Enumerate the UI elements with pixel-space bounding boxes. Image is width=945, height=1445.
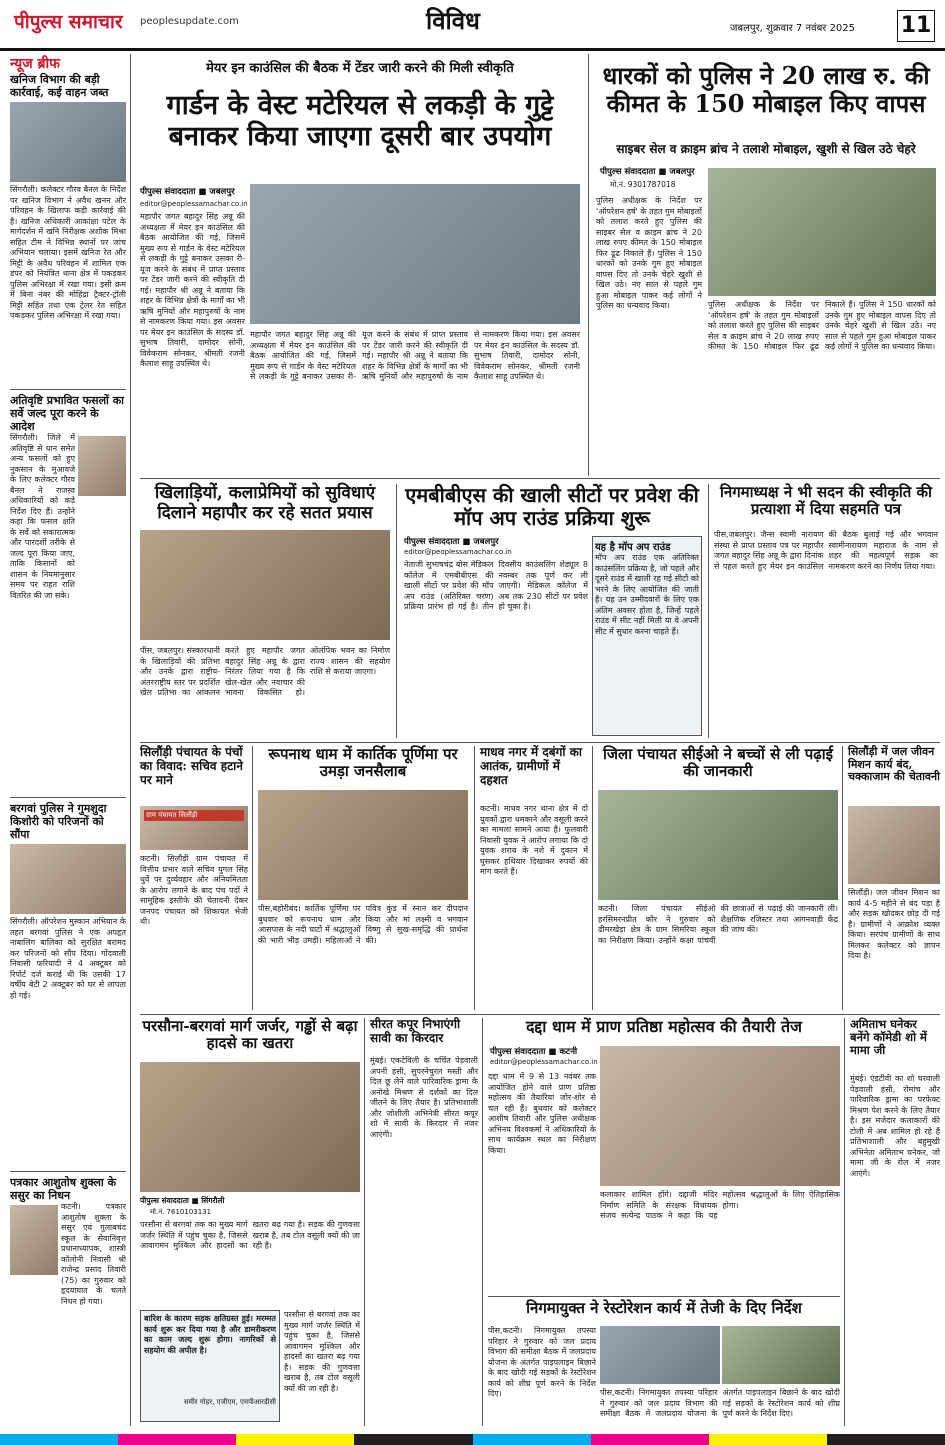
infobox-title: यह है मॉप अप राउंड bbox=[595, 542, 671, 553]
brief-title: खनिज विभाग की बड़ी कार्रवाई, कई वाहन जब्त bbox=[10, 73, 109, 99]
row-rule bbox=[488, 1296, 840, 1297]
story6-photo bbox=[140, 806, 248, 850]
story11-quote-box bbox=[140, 1310, 280, 1422]
story13-byline: पीपुल्स संवाददाता ■ कटनी bbox=[490, 1047, 578, 1057]
brief-title: अतिवृष्टि प्रभावित फसलों का सर्वे जल्द पूरा करने के आदेश bbox=[10, 394, 124, 433]
story13-email[interactable]: editor@peoplessamachar.co.in bbox=[490, 1058, 598, 1066]
story4-headline: एमबीबीएस की खाली सीटों पर प्रवेश की मॉप अप राउंड प्रक्रिया शुरू bbox=[405, 483, 699, 530]
story2-body-continued: पुलिस अधीक्षक के निर्देश पर 'ऑपरेशन हर्ष' के तहत गुम मोबाइलों को तलाश करते हुए पुलिस की साइबर सेल व क्राइम ब्रांच ने 20 लाख रुपए कीमत के 150 मोबाइल फिर ढूंढ निकाले हैं। पुलिस ने 150 धारकों को उनके गुम हुए मोबाइल वापस दिए तो उनके चेहरे खुशी से खिल उठे। नए साल से पहले गुम हुआ मोबाइल पाकर कई लोगों ने पुलिस का धन्यवाद किया। bbox=[708, 300, 936, 351]
story2-byline: पीपुल्स संवाददाता ■ जबलपुर bbox=[600, 167, 695, 177]
story1-body-continued: महापौर जगत बहादुर सिंह अन्नू की अध्यक्षता में मेयर इन काउंसिल की बैठक आयोजित की गई, जिसमें मुख्य रूप से गार्डन के वेस्ट मटेरियल से लकड़ी के गुट्टे बनाकर उसका री-यूज करने के संबंध में प्राप्त प्रस्ताव पर टेंडर जारी करने की स्वीकृति दी गई। महापौर श्री अन्नू ने बताया कि शहर के विभिन्न क्षेत्रों के मार्गों का भी ऋषि मुनियों और महापुरुषों के नाम से नामकरण किया गया। इस अवसर पर मेयर इन काउंसिल के सदस्य डॉ. सुभाष तिवारी, दामोदर सोनी, विवेकराम सोनकर, श्रीमती रजनी कैलाश साहू उपस्थित थे। bbox=[250, 330, 580, 381]
brief-photo bbox=[10, 102, 126, 182]
story2-body: पुलिस अधीक्षक के निर्देश पर 'ऑपरेशन हर्ष' के तहत गुम मोबाइलों को तलाश करते हुए पुलिस की साइबर सेल व क्राइम ब्रांच ने 20 लाख रुपए कीमत के 150 मोबाइल फिर ढूंढ निकाले हैं। पुलिस ने 150 धारकों को उनके गुम हुए मोबाइल वापस दिए तो उनके चेहरे खुशी से खिल उठे। नए साल से पहले गुम हुआ मोबाइल पाकर कई लोगों ने पुलिस का धन्यवाद किया। bbox=[596, 196, 702, 310]
story1-photo bbox=[250, 184, 580, 324]
story11-body: परसौना से बरगवां तक का मुख्य मार्ग जर्जर स्थिति में पहुंच चुका है, जिससे आवागमन मुश्किल और हादसों का खतरा बढ़ गया है। सड़क की गुणवत्ता खराब है, तब टोल वसूली क्यों की जा रही है। bbox=[140, 1220, 360, 1250]
story8-headline: माधव नगर में दबंगों का आतंक, ग्रामीणों में दहशत bbox=[480, 745, 582, 787]
page-number: 11 bbox=[897, 10, 935, 42]
brief-body: सिंगरौली। ऑपरेशन मुस्कान अभियान के तहत बरगवां पुलिस ने एक अपहृत नाबालिग बालिका को सुरक्षित बरामद कर परिजनों को सौंप दिया। गोंदवाली निवासी फरियादी ने 4 अक्टूबर को रिपोर्ट दर्ज कराई थी कि उसकी 17 वर्षीय बेटी 2 अक्टूबर को घर से लापता हो गई। bbox=[10, 917, 126, 1000]
story10-body: सिलौंड़ी। जल जीवन मिशन का कार्य 4-5 महीने से बंद पड़ा है और सड़क खोदकर छोड़ दी गई है। ग्रामीणों ने आक्रोश व्यक्त किया। सरपंच ग्रामीणों के साथ मिलकर कलेक्टर को ज्ञापन दिया है। bbox=[848, 888, 940, 960]
divider bbox=[10, 389, 126, 390]
story6-headline: सिलौंड़ी पंचायत के पंचों का विवाद: सचिव हटाने पर माने bbox=[140, 745, 243, 787]
story9-headline: जिला पंचायत सीईओ ने बच्चों से ली पढ़ाई की जानकारी bbox=[603, 745, 833, 781]
story7-body: पीस,बहोरीबंद। कार्तिक पूर्णिमा पर बुधवार को रूपनाथ धाम और आसपास के नदी घाटों में श्रद्धालुओं की भारी भीड़ उमड़ी। महिलाओं ने पवित्र कुंड में स्नान कर दीपदान किया और मां लक्ष्मी व भगवान विष्णु से सुख-समृद्धि की प्रार्थना की। bbox=[258, 904, 468, 945]
story9-body: कटनी। जिला पंचायत सीईओ हरसिमरनप्रीत कौर ने गुरुवार को ढीमरखेड़ा क्षेत्र के ग्राम सिमरिया स्कूल का निरीक्षण किया। उन्होंने कक्षा पांचवीं की छात्राओं से पढ़ाई की जानकारी ली। शैक्षणिक रजिस्टर तथा आंगनवाड़ी केंद्र की जांच की। bbox=[598, 904, 838, 945]
story11-body-continued: परसौना से बरगवां तक का मुख्य मार्ग जर्जर स्थिति में पहुंच चुका है, जिससे आवागमन मुश्किल और हादसों का खतरा बढ़ गया है। सड़क की गुणवत्ता खराब है, तब टोल वसूली क्यों की जा रही है। bbox=[284, 1310, 360, 1393]
brief-body: सिंगरौली। जिले में अतिवृष्टि से धान समेत अन्य फसलों को हुए नुकसान के मुआवजे के लिए कलेक्टर गौरव बैनल ने राजस्व अधिकारियों को कड़े निर्देश दिए हैं। उन्होंने कहा कि फसल क्षति के सर्वे को सकारात्मक और पारदर्शी तरीके से जल्द पूरा किया जाए, ताकि किसानों को शासन के नियमानुसार समय पर राहत राशि वितरित की जा सके। bbox=[10, 433, 75, 600]
story1-byline: पीपुल्स संवाददाता ■ जबलपुर bbox=[140, 187, 235, 197]
story13-body: दद्दा धाम में 9 से 13 नवंबर तक आयोजित होने वाले प्राण प्रतिष्ठा महोत्सव की तैयारियां जोर-शोर से चल रही हैं। बुधवार को कलेक्टर आशीष तिवारी और पुलिस अधीक्षक अभिनय विश्वकर्मा ने अधिकारियों के साथ कार्यक्रम स्थल का निरीक्षण किया। bbox=[488, 1072, 596, 1155]
story11-byline: पीपुल्स संवाददाता ■ सिंगरौली bbox=[140, 1196, 225, 1205]
story3-headline: खिलाड़ियों, कलाप्रेमियों को सुविधाएं दिलाने महापौर कर रहे सतत प्रयास bbox=[154, 483, 376, 523]
story1-headline: गार्डन के वेस्ट मटेरियल से लकड़ी के गुट्टे बनाकर किया जाएगा दूसरी बार उपयोग bbox=[166, 90, 554, 153]
row-rule bbox=[140, 478, 940, 479]
news-brief-column bbox=[10, 54, 126, 1426]
column-rule bbox=[130, 54, 131, 1426]
column-rule bbox=[844, 1018, 845, 1426]
divider bbox=[10, 797, 126, 798]
section-title: विविध bbox=[426, 6, 480, 35]
masthead bbox=[0, 0, 945, 51]
brief-body: सिंगरौली। कलेक्टर गौरव बैनल के निर्देश पर खनिज विभाग ने अवैध खनन और परिवहन के खिलाफ कड़ी कार्रवाई की है। खनिज अधिकारी आकांक्षा पटेल के मार्गदर्शन में खनि निरीक्षक अशोक मिश्रा सहित टीम ने विभिन्न स्थानों पर जांच अभियान चलाया। इसमें खनिज रेत और मिट्टी के अवैध परिवहन में शामिल एक डंपर को नियंत्रित थाना क्षेत्र में पकड़कर पुलिस अभिरक्षा में रखा गया। इसी क्रम में बिना नंबर की मोहिंद्रा ट्रैक्टर-ट्रॉली मिट्टी सहित तथा एक ट्रेलर रेत सहित पकड़कर पुलिस अभिरक्षा में रखा गया। bbox=[10, 185, 126, 320]
story6-body: कटनी। सिलौंड़ी ग्राम पंचायत में वित्तीय प्रभार वाले सचिव युगल सिंह धुर्वे पर दुर्व्यवहार और अनियमितता के आरोप लगाने के बाद पंच पदों ने सामूहिक इस्तीफे की चेतावनी देकर जनपद पंचायत को शिकायत भेजी थी। bbox=[140, 854, 248, 926]
story15-headline: निगमायुक्त ने रेस्टोरेशन कार्य में तेजी के दिए निर्देश bbox=[526, 1299, 802, 1317]
column-rule bbox=[592, 746, 593, 1010]
story1-body: महापौर जगत बहादुर सिंह अन्नू की अध्यक्षता में मेयर इन काउंसिल की बैठक आयोजित की गई, जिसमें मुख्य रूप से गार्डन के वेस्ट मटेरियल से लकड़ी के गुट्टे बनाकर उसका री-यूज करने के संबंध में प्राप्त प्रस्ताव पर टेंडर जारी करने की स्वीकृति दी गई। महापौर श्री अन्नू ने बताया कि शहर के विभिन्न क्षेत्रों के मार्गों का भी ऋषि मुनियों और महापुरुषों के नाम से नामकरण किया गया। इस अवसर पर मेयर इन काउंसिल के सदस्य डॉ. सुभाष तिवारी, दामोदर सोनी, विवेकराम सोनकर, श्रीमती रजनी कैलाश साहू उपस्थित थे। bbox=[140, 212, 245, 368]
brief-label: न्यूज ब्रीफ bbox=[10, 56, 60, 72]
story13-headline: दद्दा धाम में प्राण प्रतिष्ठा महोत्सव की तैयारी तेज bbox=[526, 1017, 802, 1036]
story2-photo bbox=[708, 168, 936, 296]
story8-body: कटनी। माधव नगर थाना क्षेत्र में दो युवकों द्वारा धमकाने और वसूली करने का मामला सामने आया है। फुलवारी निवासी युवक ने आरोप लगाया कि दो युवक शराब के नशे में दुकान में घुसकर हथियार दिखाकर रुपयों की मांग करते हैं। bbox=[480, 804, 588, 876]
brief-photo bbox=[10, 844, 126, 914]
story3-body: पीस, जबलपुर। संस्कारधानी के खिलाड़ियों की प्रतिभा और उनके द्वारा राष्ट्रीय-अंतरराष्ट्रीय स्तर पर प्रदर्शित खेल प्रतिभा का आंकलन करते हुए महापौर जगत बहादुर सिंह अन्नू के द्वारा निरंतर लिया गया है कि खेल-खेल और नवाचार की भावना विकसित हो। ओलंपिक भवन का निर्माण राज्य शासन की सहयोग राशि से कराया जाएगा। bbox=[140, 646, 390, 697]
brief-title: बरगवां पुलिस ने गुमशुदा किशोरी को परिजनों को सौंपा bbox=[10, 802, 107, 841]
column-rule bbox=[588, 54, 589, 476]
site-url[interactable]: peoplesupdate.com bbox=[140, 16, 239, 27]
story13-caption: कलाकार शामिल होंगे। दद्दाजी मंदिर निर्माण समिति के संरक्षक विधायक संजय सत्येन्द्र पाठक ने कहा कि यह महोत्सव श्रद्धालुओं के लिए ऐतिहासिक होगा। bbox=[600, 1190, 840, 1220]
story2-mobile: मो.नं. 9301787018 bbox=[610, 180, 676, 189]
registration-color-bar bbox=[0, 1434, 945, 1445]
panchayat-sign: ग्राम पंचायत सिलौंड़ी bbox=[144, 810, 244, 821]
story10-headline: सिलौंड़ी में जल जीवन मिशन कार्य बंद, चक्काजाम की चेतावनी bbox=[848, 745, 940, 784]
story15-photo-1 bbox=[600, 1326, 720, 1384]
brief-body: कटनी। पत्रकार आशुतोष शुक्ला के ससुर एवं गुलाबचंद स्कूल के सेवानिवृत्त प्रधानाध्यापक, शास्त्री कॉलोनी निवासी श्री राजेन्द्र प्रसाद तिवारी (75) का गुरुवार को हृदयाघात के चलते निधन हो गया। bbox=[61, 1202, 126, 1306]
column-rule bbox=[482, 1018, 483, 1426]
story5-headline: निगमाध्यक्ष ने भी सदन की स्वीकृति की प्रत्याशा में दिया सहमति पत्र bbox=[720, 483, 932, 519]
dateline: जबलपुर, शुक्रवार 7 नवंबर 2025 bbox=[730, 23, 856, 34]
story15-body-continued: पीस,कटनी। निगमायुक्त तपस्या परिहार ने गुरुवार को जल प्रदाय विभाग की समीक्षा बैठक में जलप्रदाय योजना के अंतर्गत पाइपलाइन बिछाने के बाद खोदी गई सड़कों के रेस्टोरेशन कार्य को शीघ्र पूर्ण करने के निर्देश दिए। bbox=[600, 1388, 840, 1418]
column-rule bbox=[842, 746, 843, 1010]
quote-by: समीर गोहर, एजीएम, एमपीआरडीसी bbox=[184, 1398, 276, 1406]
story4-email[interactable]: editor@peoplessamachar.co.in bbox=[404, 548, 512, 556]
story10-photo bbox=[848, 806, 940, 884]
obituary-photo bbox=[10, 1205, 58, 1275]
column-rule bbox=[708, 484, 709, 738]
story14-headline: अमिताभ घनेकर बनेंगे कॉमेडी शो में मामा जी bbox=[850, 1017, 927, 1058]
story11-photo bbox=[140, 1062, 360, 1192]
story15-body: पीस,कटनी। निगमायुक्त तपस्या परिहार ने गुरुवार को जल प्रदाय विभाग की समीक्षा बैठक में जलप्रदाय योजना के अंतर्गत पाइपलाइन बिछाने के बाद खोदी गई सड़कों के रेस्टोरेशन कार्य को शीघ्र पूर्ण करने के निर्देश दिए। bbox=[488, 1326, 596, 1398]
story5-body: पीस,जबलपुर। जैन्स स्वामी नारायण संस्था से प्राप्त प्रस्ताव पत्र पर महापौर जगत बहादुर सिंह अन्नू के द्वारा दिनांक से पहल करते हुए मेयर इन काउंसिल की बैठक बुलाई गई और भगवान स्वामीनारायण महाराज के नाम से शहर की महत्वपूर्ण सड़क का नामकरण करने का निर्णय लिया गया। bbox=[714, 530, 938, 571]
story13-photo bbox=[600, 1046, 840, 1186]
story9-photo bbox=[598, 790, 838, 900]
story15-photo-2 bbox=[722, 1326, 840, 1384]
divider bbox=[10, 1171, 126, 1172]
brief-title: पत्रकार आशुतोष शुक्ला के ससुर का निधन bbox=[10, 1176, 117, 1202]
story12-headline: सीरत कपूर निभाएंगी सावी का किरदार bbox=[370, 1017, 461, 1045]
story4-byline: पीपुल्स संवाददाता ■ जबलपुर bbox=[404, 537, 499, 547]
story11-mobile: मो.नं. 7610103131 bbox=[150, 1208, 212, 1216]
column-rule bbox=[252, 746, 253, 1010]
story11-headline: परसौना-बरगवां मार्ग जर्जर, गड्ढों से बढ़ा हादसे का खतरा bbox=[142, 1017, 358, 1053]
infobox-body: मॉप अप राउंड एक अतिरिक्त काउंसलिंग प्रक्रिया है, जो पहले और दूसरे राउंड में खाली रह गई सीटों को भरने के लिए आयोजित की जाती है। यह उन उम्मीदवारों के लिए एक अंतिम अवसर होता है, जिन्हें पहले राउंड में सीट नहीं मिली या वे अपनी सीट में सुधार करना चाहते हैं। bbox=[595, 553, 699, 636]
story4-infobox bbox=[592, 536, 702, 736]
story14-body: मुंबई। एंडटीवी का शो घरवाली पेड़वाली हंसी, रोमांच और पारिवारिक ड्रामा का परफेक्ट मिश्रण पेश करने के लिए तैयार है। इस मजेदार कलाकारों की टोली में अब शामिल हो रहे हैं प्रतिभाशाली और बहुमुखी अभिनेता अमिताभ घनेकर, जो मामा जी के रोल में नजर आएंगे। bbox=[850, 1074, 940, 1178]
column-rule bbox=[364, 1018, 365, 1426]
story1-email[interactable]: editor@peoplessamachar.co.in bbox=[140, 200, 248, 208]
story7-photo bbox=[258, 790, 468, 900]
story12-body: मुंबई। एकटेविली के चर्चित पेड़वाली अपनी हंसी, सुपरनेचुरल मस्ती और दिल छू लेने वाले पारिवारिक ड्रामा के अनोखे मिश्रण से दर्शकों का दिल जीतने के लिए तैयार है। प्रतिभाशाली और जोशीली अभिनेत्री सीरत कपूर शो में सावी के किरदार में नजर आएंगी। bbox=[370, 1056, 478, 1139]
paper-logo: पीपुल्स समाचार bbox=[14, 11, 123, 33]
story2-headline: धारकों को पुलिस ने 20 लाख रु. की कीमत के 150 मोबाइल किए वापस bbox=[602, 61, 930, 118]
row-rule bbox=[140, 742, 940, 743]
column-rule bbox=[396, 484, 397, 738]
story3-photo bbox=[140, 530, 390, 640]
column-rule bbox=[474, 746, 475, 1010]
story2-subhead: साइबर सेल व क्राइम ब्रांच ने तलाशे मोबाइल, खुशी से खिल उठे चेहरे bbox=[616, 142, 916, 156]
story7-headline: रूपनाथ धाम में कार्तिक पूर्णिमा पर उमड़ा जनसैलाब bbox=[268, 745, 458, 781]
story4-body: नेताजी सुभाषचंद्र बोस मेडिकल कॉलेज में एमबीबीएस की खाली सीटों पर प्रवेश की मॉप अप राउंड (अतिरिक्त चरण) प्रक्रिया प्रारंभ हो गई है। तीन दिवसीय काउंसलिंग शेड्यूल 8 नवम्बर तक पूर्ण कर ली जाएगी। मेडिकल कॉलेज में अब तक 230 सीटों पर प्रवेश हो चुका है। bbox=[404, 560, 588, 611]
collector-photo bbox=[78, 436, 126, 496]
quote-text: बारिश के कारण सड़क क्षतिग्रस्त हुई। मरम्मत कार्य शुरू कर दिया गया है और डामरीकरण का काम जल्द शुरू होगा। नागरिकों से सहयोग की अपील है। bbox=[144, 1314, 276, 1355]
story1-kicker: मेयर इन काउंसिल की बैठक में टेंडर जारी करने की मिली स्वीकृति bbox=[206, 61, 514, 76]
row-rule bbox=[140, 1014, 940, 1015]
